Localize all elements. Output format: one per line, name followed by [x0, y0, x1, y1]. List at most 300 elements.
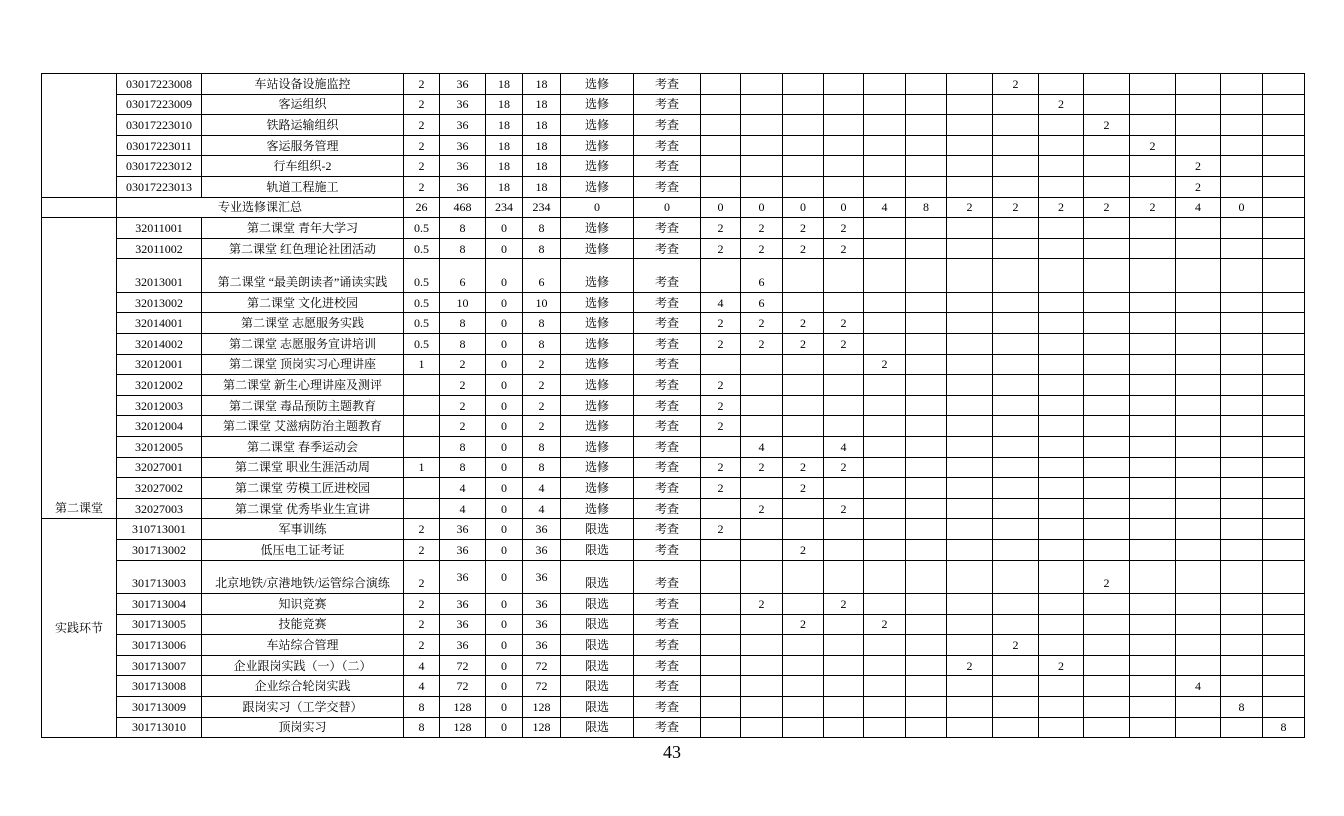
semester-hours: 2	[701, 478, 741, 499]
course-name: 低压电工证考证	[202, 539, 404, 560]
semester-hours	[783, 676, 824, 697]
course-type: 选修	[561, 334, 634, 355]
semester-hours	[1221, 539, 1263, 560]
semester-hours: 2	[701, 519, 741, 540]
semester-hours	[906, 478, 947, 499]
course-code: 32012005	[117, 437, 202, 458]
semester-hours	[1176, 375, 1221, 396]
semester-hours	[993, 375, 1039, 396]
semester-hours: 2	[993, 74, 1039, 95]
assessment-type: 考查	[634, 697, 701, 718]
assessment-type: 考查	[634, 416, 701, 437]
course-code: 32013002	[117, 292, 202, 313]
summary-semester-hours: 2	[993, 197, 1039, 218]
course-name: 铁路运输组织	[202, 115, 404, 136]
semester-hours	[1263, 498, 1305, 519]
semester-hours	[1130, 94, 1176, 115]
summary-practice-hours: 234	[523, 197, 561, 218]
semester-hours	[783, 395, 824, 416]
semester-hours	[1263, 313, 1305, 334]
credits: 2	[404, 74, 440, 95]
assessment-type: 考查	[634, 676, 701, 697]
semester-hours	[947, 478, 993, 499]
semester-hours	[993, 437, 1039, 458]
course-code: 301713008	[117, 676, 202, 697]
theory-hours: 0	[486, 292, 523, 313]
semester-hours	[741, 539, 783, 560]
total-hours: 6	[440, 259, 486, 293]
semester-hours	[824, 135, 864, 156]
semester-hours	[783, 156, 824, 177]
practice-hours: 128	[523, 697, 561, 718]
theory-hours: 0	[486, 539, 523, 560]
total-hours: 128	[440, 717, 486, 738]
semester-hours: 2	[701, 334, 741, 355]
semester-hours	[1039, 614, 1084, 635]
credits: 0.5	[404, 259, 440, 293]
semester-hours	[783, 697, 824, 718]
semester-hours	[993, 717, 1039, 738]
semester-hours	[783, 594, 824, 615]
semester-hours	[824, 676, 864, 697]
practice-hours: 10	[523, 292, 561, 313]
semester-hours: 2	[864, 354, 906, 375]
semester-hours: 2	[824, 457, 864, 478]
course-type: 限选	[561, 594, 634, 615]
semester-hours: 4	[1176, 676, 1221, 697]
semester-hours: 2	[701, 416, 741, 437]
semester-hours	[1176, 697, 1221, 718]
semester-hours	[1176, 395, 1221, 416]
semester-hours	[1130, 560, 1176, 594]
semester-hours	[1084, 697, 1130, 718]
semester-hours	[824, 74, 864, 95]
semester-hours	[1176, 614, 1221, 635]
semester-hours	[741, 717, 783, 738]
semester-hours	[1176, 635, 1221, 656]
semester-hours	[1221, 655, 1263, 676]
course-code: 32013001	[117, 259, 202, 293]
table-body	[42, 74, 1305, 738]
semester-hours	[993, 478, 1039, 499]
semester-hours	[906, 676, 947, 697]
table-row	[42, 655, 1305, 676]
total-hours: 36	[440, 135, 486, 156]
semester-hours: 4	[824, 437, 864, 458]
semester-hours	[783, 416, 824, 437]
semester-hours	[947, 437, 993, 458]
semester-hours	[701, 594, 741, 615]
semester-hours	[1084, 135, 1130, 156]
semester-hours	[1176, 655, 1221, 676]
total-hours: 8	[440, 238, 486, 259]
course-type: 选修	[561, 478, 634, 499]
semester-hours	[993, 676, 1039, 697]
semester-hours	[993, 135, 1039, 156]
semester-hours	[1130, 115, 1176, 136]
table-row	[42, 292, 1305, 313]
semester-hours	[1039, 539, 1084, 560]
summary-total-hours: 468	[440, 197, 486, 218]
semester-hours	[864, 74, 906, 95]
semester-hours: 2	[701, 218, 741, 239]
semester-hours	[1084, 94, 1130, 115]
semester-hours	[783, 115, 824, 136]
semester-hours	[1263, 594, 1305, 615]
semester-hours: 2	[1084, 115, 1130, 136]
semester-hours	[824, 697, 864, 718]
semester-hours	[741, 676, 783, 697]
semester-hours	[1130, 259, 1176, 293]
semester-hours	[1221, 717, 1263, 738]
semester-hours	[1039, 594, 1084, 615]
semester-hours: 2	[824, 498, 864, 519]
semester-hours	[906, 594, 947, 615]
table-row	[42, 614, 1305, 635]
assessment-type: 考查	[634, 259, 701, 293]
semester-hours	[1039, 498, 1084, 519]
total-hours: 4	[440, 478, 486, 499]
table-row	[42, 478, 1305, 499]
assessment-type: 考查	[634, 560, 701, 594]
assessment-type: 考查	[634, 74, 701, 95]
semester-hours: 2	[783, 313, 824, 334]
semester-hours	[1084, 395, 1130, 416]
semester-hours	[741, 176, 783, 197]
semester-hours	[1263, 416, 1305, 437]
semester-hours	[1130, 498, 1176, 519]
semester-hours	[864, 375, 906, 396]
semester-hours	[1176, 218, 1221, 239]
semester-hours	[1084, 594, 1130, 615]
semester-hours	[906, 218, 947, 239]
semester-hours	[741, 94, 783, 115]
semester-hours	[947, 594, 993, 615]
semester-hours	[947, 115, 993, 136]
assessment-type: 考查	[634, 437, 701, 458]
theory-hours: 0	[486, 238, 523, 259]
semester-hours	[1221, 519, 1263, 540]
semester-hours	[993, 519, 1039, 540]
semester-hours	[947, 135, 993, 156]
semester-hours	[701, 156, 741, 177]
course-type: 选修	[561, 292, 634, 313]
summary-semester-hours: 4	[1176, 197, 1221, 218]
assessment-type: 考查	[634, 135, 701, 156]
semester-hours: 2	[1130, 135, 1176, 156]
semester-hours	[1221, 313, 1263, 334]
semester-hours	[864, 457, 906, 478]
semester-hours	[947, 292, 993, 313]
semester-hours: 2	[701, 313, 741, 334]
practice-hours: 18	[523, 176, 561, 197]
semester-hours	[824, 156, 864, 177]
theory-hours: 0	[486, 354, 523, 375]
credits: 2	[404, 135, 440, 156]
total-hours: 36	[440, 635, 486, 656]
semester-hours	[993, 655, 1039, 676]
course-name: 车站设备设施监控	[202, 74, 404, 95]
total-hours: 128	[440, 697, 486, 718]
semester-hours	[906, 135, 947, 156]
semester-hours: 2	[947, 655, 993, 676]
practice-hours: 72	[523, 676, 561, 697]
semester-hours	[1084, 614, 1130, 635]
table-row	[42, 259, 1305, 293]
course-name: 技能竞赛	[202, 614, 404, 635]
semester-hours	[1039, 176, 1084, 197]
semester-hours	[906, 292, 947, 313]
semester-hours	[947, 176, 993, 197]
semester-hours	[1130, 354, 1176, 375]
course-code: 310713001	[117, 519, 202, 540]
semester-hours	[1039, 375, 1084, 396]
semester-hours	[1084, 437, 1130, 458]
semester-hours	[993, 614, 1039, 635]
semester-hours	[741, 375, 783, 396]
theory-hours: 0	[486, 478, 523, 499]
semester-hours	[1039, 519, 1084, 540]
semester-hours	[947, 717, 993, 738]
credits: 2	[404, 176, 440, 197]
semester-hours	[906, 313, 947, 334]
semester-hours	[701, 655, 741, 676]
assessment-type: 考查	[634, 334, 701, 355]
summary-course-type: 0	[561, 197, 634, 218]
semester-hours: 2	[741, 594, 783, 615]
practice-hours: 6	[523, 259, 561, 293]
course-code: 03017223012	[117, 156, 202, 177]
semester-hours	[1176, 259, 1221, 293]
semester-hours	[1176, 560, 1221, 594]
semester-hours	[1130, 697, 1176, 718]
semester-hours	[1084, 176, 1130, 197]
semester-hours	[864, 655, 906, 676]
semester-hours	[1176, 457, 1221, 478]
semester-hours	[864, 135, 906, 156]
total-hours: 36	[440, 74, 486, 95]
semester-hours	[906, 94, 947, 115]
semester-hours	[1084, 375, 1130, 396]
semester-hours	[783, 354, 824, 375]
course-name: 顶岗实习	[202, 717, 404, 738]
theory-hours: 0	[486, 519, 523, 540]
semester-hours	[1263, 354, 1305, 375]
semester-hours	[1130, 478, 1176, 499]
semester-hours	[906, 395, 947, 416]
semester-hours	[1263, 437, 1305, 458]
semester-hours	[1221, 156, 1263, 177]
semester-hours	[1263, 115, 1305, 136]
practice-hours: 2	[523, 416, 561, 437]
semester-hours	[1084, 334, 1130, 355]
semester-hours: 8	[1221, 697, 1263, 718]
semester-hours	[824, 635, 864, 656]
practice-hours: 36	[523, 614, 561, 635]
semester-hours	[1084, 416, 1130, 437]
course-type: 限选	[561, 614, 634, 635]
semester-hours	[1084, 74, 1130, 95]
credits: 8	[404, 697, 440, 718]
course-type: 选修	[561, 156, 634, 177]
course-type: 选修	[561, 259, 634, 293]
table-row	[42, 717, 1305, 738]
credits: 1	[404, 354, 440, 375]
category-cell: 实践环节	[42, 519, 117, 738]
semester-hours	[783, 135, 824, 156]
total-hours: 8	[440, 334, 486, 355]
semester-hours: 2	[783, 614, 824, 635]
practice-hours: 8	[523, 457, 561, 478]
course-name: 第二课堂 志愿服务宣讲培训	[202, 334, 404, 355]
category-cell: 第二课堂	[42, 218, 117, 519]
semester-hours	[864, 539, 906, 560]
semester-hours	[824, 395, 864, 416]
course-type: 选修	[561, 457, 634, 478]
table-row	[42, 519, 1305, 540]
assessment-type: 考查	[634, 498, 701, 519]
semester-hours	[947, 238, 993, 259]
course-type: 选修	[561, 313, 634, 334]
semester-hours	[947, 614, 993, 635]
credits: 0.5	[404, 292, 440, 313]
table-row	[42, 539, 1305, 560]
total-hours: 2	[440, 395, 486, 416]
course-name: 第二课堂 职业生涯活动周	[202, 457, 404, 478]
semester-hours	[824, 519, 864, 540]
semester-hours	[1084, 457, 1130, 478]
semester-hours	[864, 94, 906, 115]
semester-hours	[741, 135, 783, 156]
practice-hours: 2	[523, 354, 561, 375]
semester-hours	[1176, 313, 1221, 334]
semester-hours: 2	[1039, 94, 1084, 115]
assessment-type: 考查	[634, 238, 701, 259]
summary-semester-hours: 4	[864, 197, 906, 218]
theory-hours: 0	[486, 395, 523, 416]
semester-hours	[1084, 156, 1130, 177]
semester-hours	[1084, 238, 1130, 259]
semester-hours: 2	[741, 334, 783, 355]
semester-hours	[741, 655, 783, 676]
course-code: 32012003	[117, 395, 202, 416]
course-code: 301713005	[117, 614, 202, 635]
semester-hours	[947, 375, 993, 396]
practice-hours: 4	[523, 498, 561, 519]
semester-hours	[1221, 635, 1263, 656]
credits: 4	[404, 676, 440, 697]
semester-hours: 2	[783, 218, 824, 239]
category-cell	[42, 197, 117, 218]
semester-hours	[1176, 238, 1221, 259]
semester-hours	[701, 635, 741, 656]
credits: 0.5	[404, 238, 440, 259]
course-type: 限选	[561, 519, 634, 540]
semester-hours: 2	[824, 594, 864, 615]
total-hours: 2	[440, 375, 486, 396]
semester-hours	[701, 74, 741, 95]
semester-hours	[1263, 655, 1305, 676]
total-hours: 36	[440, 156, 486, 177]
practice-hours: 8	[523, 238, 561, 259]
course-type: 选修	[561, 354, 634, 375]
course-name: 行车组织-2	[202, 156, 404, 177]
semester-hours	[1039, 697, 1084, 718]
table-row	[42, 594, 1305, 615]
course-type: 选修	[561, 74, 634, 95]
semester-hours	[824, 614, 864, 635]
semester-hours	[1039, 717, 1084, 738]
semester-hours	[1221, 218, 1263, 239]
semester-hours	[906, 539, 947, 560]
semester-hours	[1084, 354, 1130, 375]
practice-hours: 18	[523, 115, 561, 136]
total-hours: 36	[440, 614, 486, 635]
semester-hours: 2	[701, 457, 741, 478]
semester-hours	[864, 437, 906, 458]
semester-hours	[701, 498, 741, 519]
course-type: 限选	[561, 676, 634, 697]
course-code: 301713002	[117, 539, 202, 560]
semester-hours	[864, 635, 906, 656]
course-name: 企业综合轮岗实践	[202, 676, 404, 697]
semester-hours	[864, 156, 906, 177]
table-row	[42, 238, 1305, 259]
semester-hours	[1084, 292, 1130, 313]
semester-hours	[1130, 416, 1176, 437]
semester-hours	[1039, 560, 1084, 594]
credits	[404, 375, 440, 396]
semester-hours	[906, 457, 947, 478]
semester-hours	[1221, 416, 1263, 437]
summary-theory-hours: 234	[486, 197, 523, 218]
semester-hours: 2	[824, 218, 864, 239]
practice-hours: 36	[523, 539, 561, 560]
semester-hours: 2	[783, 334, 824, 355]
semester-hours	[906, 560, 947, 594]
summary-semester-hours: 0	[1221, 197, 1263, 218]
theory-hours: 0	[486, 457, 523, 478]
semester-hours	[741, 156, 783, 177]
semester-hours	[1039, 395, 1084, 416]
credits	[404, 395, 440, 416]
summary-assessment-type: 0	[634, 197, 701, 218]
semester-hours	[1039, 635, 1084, 656]
credits: 2	[404, 560, 440, 594]
semester-hours	[1130, 238, 1176, 259]
summary-semester-hours: 2	[947, 197, 993, 218]
semester-hours	[824, 478, 864, 499]
semester-hours	[1130, 218, 1176, 239]
semester-hours	[1176, 334, 1221, 355]
credits	[404, 437, 440, 458]
course-name: 知识竞赛	[202, 594, 404, 615]
course-name: 第二课堂 艾滋病防治主题教育	[202, 416, 404, 437]
semester-hours	[906, 156, 947, 177]
practice-hours: 18	[523, 74, 561, 95]
semester-hours	[1130, 519, 1176, 540]
summary-credits: 26	[404, 197, 440, 218]
credits: 1	[404, 457, 440, 478]
total-hours: 36	[440, 94, 486, 115]
assessment-type: 考查	[634, 115, 701, 136]
semester-hours	[1263, 176, 1305, 197]
semester-hours	[947, 259, 993, 293]
theory-hours: 0	[486, 560, 523, 594]
semester-hours	[864, 115, 906, 136]
semester-hours	[993, 176, 1039, 197]
semester-hours	[701, 697, 741, 718]
